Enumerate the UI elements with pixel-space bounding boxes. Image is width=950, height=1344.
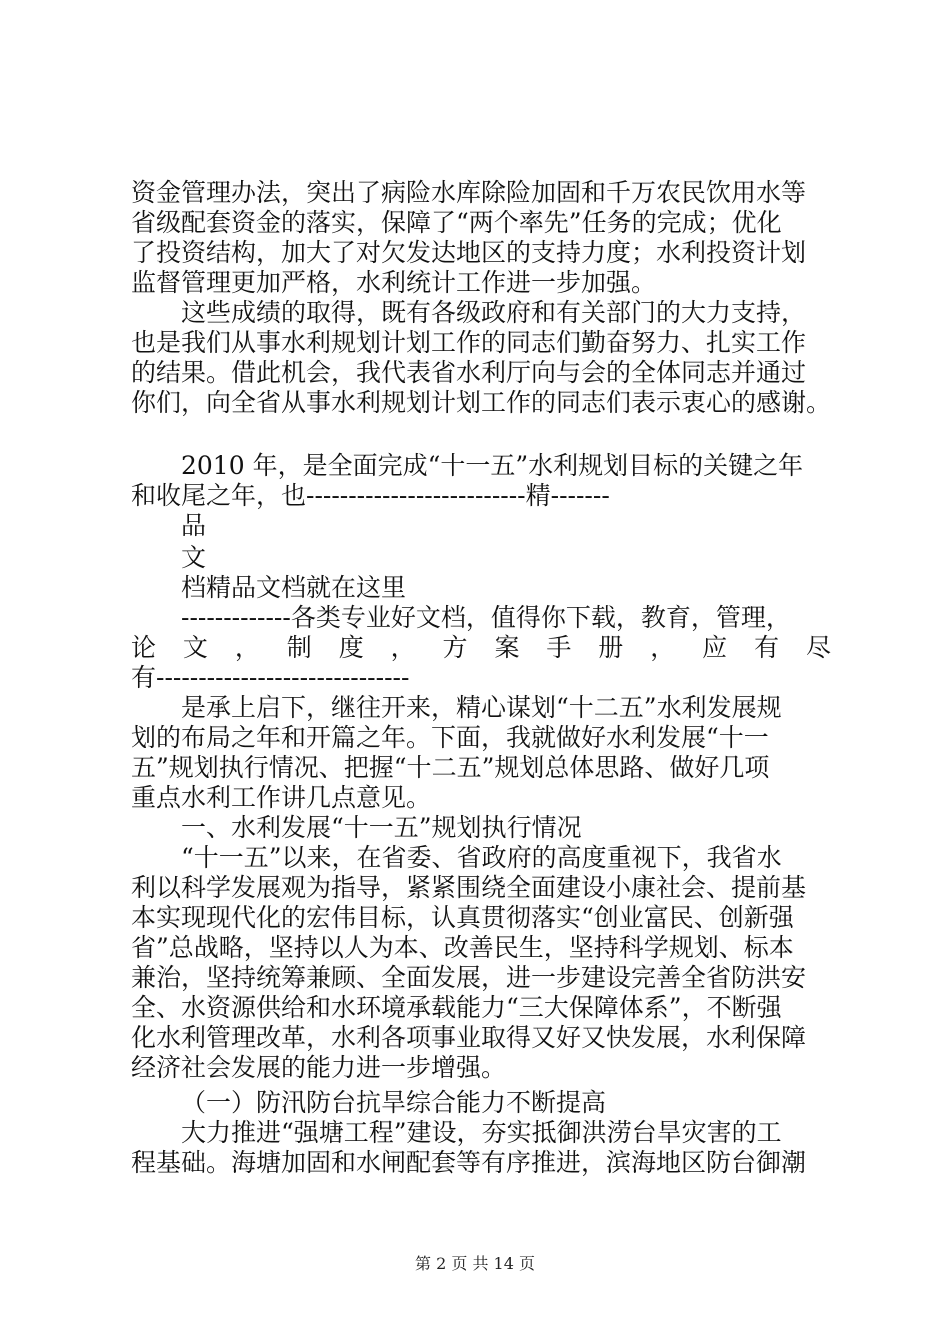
text-line: 也是我们从事水利规划计划工作的同志们勤奋努力、扎实工作 — [131, 328, 807, 357]
text-line: 五”规划执行情况、把握“十二五”规划总体思路、做好几项 — [131, 753, 770, 782]
text-line: 监督管理更加严格，水利统计工作进一步加强。 — [131, 268, 657, 297]
text-line: 资金管理办法，突出了病险水库除险加固和千万农民饮用水等 — [131, 178, 807, 207]
paragraph-start: 是承上启下，继往开来，精心谋划“十二五”水利发展规 — [181, 693, 782, 722]
spaced-char: 册 — [598, 633, 624, 662]
spaced-char: 手 — [546, 633, 572, 662]
text-line: 全、水资源供给和水环境承载能力“三大保障体系”，不断强 — [131, 993, 782, 1022]
paragraph-start: “十一五”以来，在省委、省政府的高度重视下，我省水 — [181, 843, 782, 872]
spaced-char: 方 — [442, 633, 468, 662]
text-line: 重点水利工作讲几点意见。 — [131, 783, 432, 812]
text-line: 省级配套资金的落实，保障了“两个率先”任务的完成；优化 — [131, 208, 782, 237]
spaced-char: ， — [390, 633, 416, 662]
paragraph-start: 2010 年，是全面完成“十一五”水利规划目标的关键之年 — [181, 451, 804, 480]
text-line: 和收尾之年，也--------------------------精------- — [131, 481, 610, 510]
spaced-char: 度 — [338, 633, 364, 662]
text-line: 有------------------------------ — [131, 663, 410, 692]
paragraph-start: 这些成绩的取得，既有各级政府和有关部门的大力支持， — [181, 298, 807, 327]
text-line: 省”总战略，坚持以人为本、改善民生，坚持科学规划、标本 — [131, 933, 794, 962]
spaced-char: ， — [234, 633, 260, 662]
text-line: 本实现现代化的宏伟目标，认真贯彻落实“创业富民、创新强 — [131, 903, 794, 932]
spaced-char: 有 — [754, 633, 780, 662]
spaced-char: 应 — [702, 633, 728, 662]
text-line: 划的布局之年和开篇之年。下面，我就做好水利发展“十一 — [131, 723, 769, 752]
text-line: 兼治，坚持统筹兼顾、全面发展，进一步建设完善全省防洪安 — [131, 963, 807, 992]
text-line: 了投资结构，加大了对欠发达地区的支持力度；水利投资计划 — [131, 238, 807, 267]
spaced-text-line — [131, 633, 831, 663]
page-number-footer: 第 2 页 共 14 页 — [415, 1254, 535, 1273]
text-line: 程基础。海塘加固和水闸配套等有序推进，滨海地区防台御潮 — [131, 1148, 807, 1177]
text-line: 化水利管理改革，水利各项事业取得又好又快发展，水利保障 — [131, 1023, 807, 1052]
spaced-char: 案 — [494, 633, 520, 662]
text-line: 利以科学发展观为指导，紧紧围绕全面建设小康社会、提前基 — [131, 873, 807, 902]
text-line: 品 — [181, 511, 207, 540]
subsection-heading: （一）防汛防台抗旱综合能力不断提高 — [181, 1088, 607, 1117]
spaced-char: 尽 — [805, 633, 831, 662]
paragraph-start: 大力推进“强塘工程”建设，夯实抵御洪涝台旱灾害的工 — [181, 1118, 782, 1147]
text-line: -------------各类专业好文档，值得你下载，教育，管理， — [181, 603, 791, 632]
spaced-char: ， — [650, 633, 676, 662]
text-line: 文 — [181, 543, 207, 572]
text-line: 的结果。借此机会，我代表省水利厅向与会的全体同志并通过 — [131, 358, 807, 387]
text-line: 经济社会发展的能力进一步增强。 — [131, 1053, 507, 1082]
spaced-char: 文 — [182, 633, 208, 662]
spaced-char: 论 — [131, 633, 157, 662]
section-heading: 一、水利发展“十一五”规划执行情况 — [181, 813, 582, 842]
spaced-char: 制 — [286, 633, 312, 662]
text-line: 你们，向全省从事水利规划计划工作的同志们表示衷心的感谢。 — [131, 388, 831, 417]
text-line: 档精品文档就在这里 — [181, 573, 407, 602]
